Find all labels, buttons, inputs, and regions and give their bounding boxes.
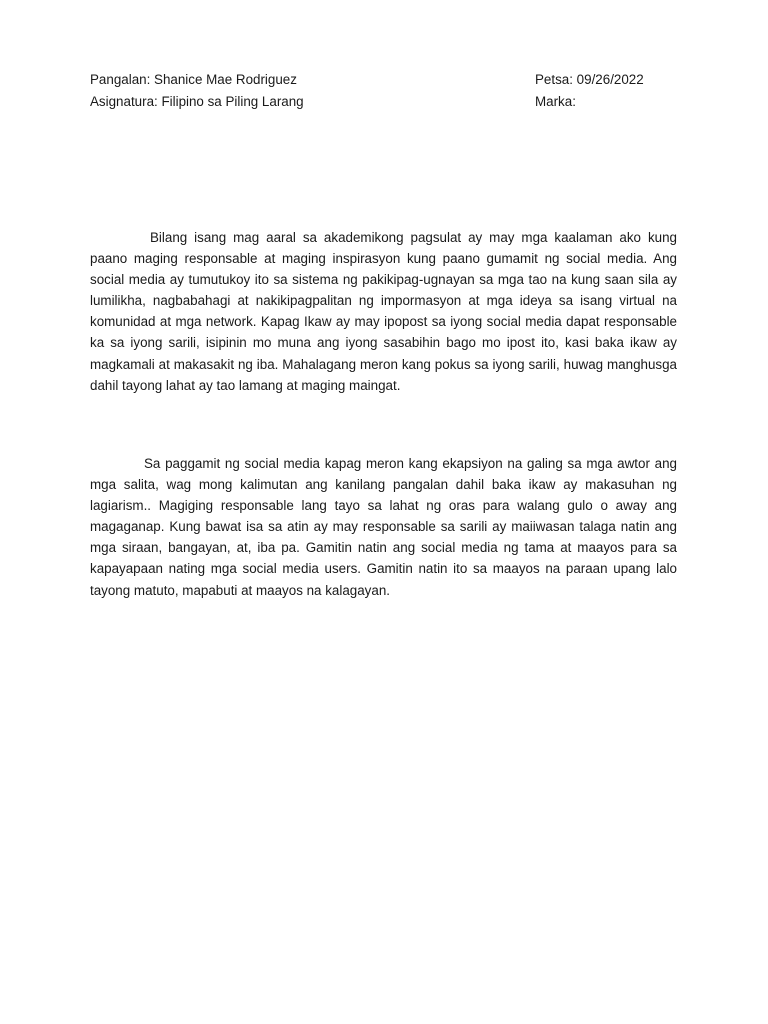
student-name: Pangalan: Shanice Mae Rodriguez xyxy=(90,72,297,87)
date-field: Petsa: 09/26/2022 xyxy=(535,72,644,87)
grade-field: Marka: xyxy=(535,94,576,109)
essay-paragraph-2: Sa paggamit ng social media kapag meron kang ekapsiyon na galing sa mga awtor ang mga salita, wag mong kalimutan ang kanilang pangalan dahil baka ikaw ay makasuhan ng lagiarism.. Magiging responsable lang tayo sa lahat ng oras para walang gulo o away ang magaganap. Kung bawat isa sa atin ay may responsable sa sarili ay maiiwasan talaga natin ang mga siraan, bangayan, at, iba pa. Gamitin natin ang social media ng tama at maayos para sa kapayapaan nating mga social media users. Gamitin natin ito sa maayos na paraan upang lalo tayong matuto, mapabuti at maayos na kalagayan. xyxy=(90,456,677,598)
essay-paragraph-1: Bilang isang mag aaral sa akademikong pagsulat ay may mga kaalaman ako kung paano maging responsable at maging inspirasyon kung paano gumamit ng social media. Ang social media ay tumutukoy ito sa sistema ng pakikipag-ugnayan sa mga tao na kung saan sila ay lumilikha, nagbabahagi at nakikipagpalitan ng impormasyon at mga ideya sa isang virtual na komunidad at mga network. Kapag Ikaw ay may ipopost sa iyong social media dapat responsable ka sa iyong sarili, isipinin mo muna ang iyong sasabihin bago mo ipost ito, kasi baka ikaw ay magkamali at makasakit ng iba. Mahalagang meron kang pokus sa iyong sarili, huwag manghusga dahil tayong lahat ay tao lamang at maging maingat. xyxy=(90,230,677,393)
subject-field: Asignatura: Filipino sa Piling Larang xyxy=(90,94,304,109)
